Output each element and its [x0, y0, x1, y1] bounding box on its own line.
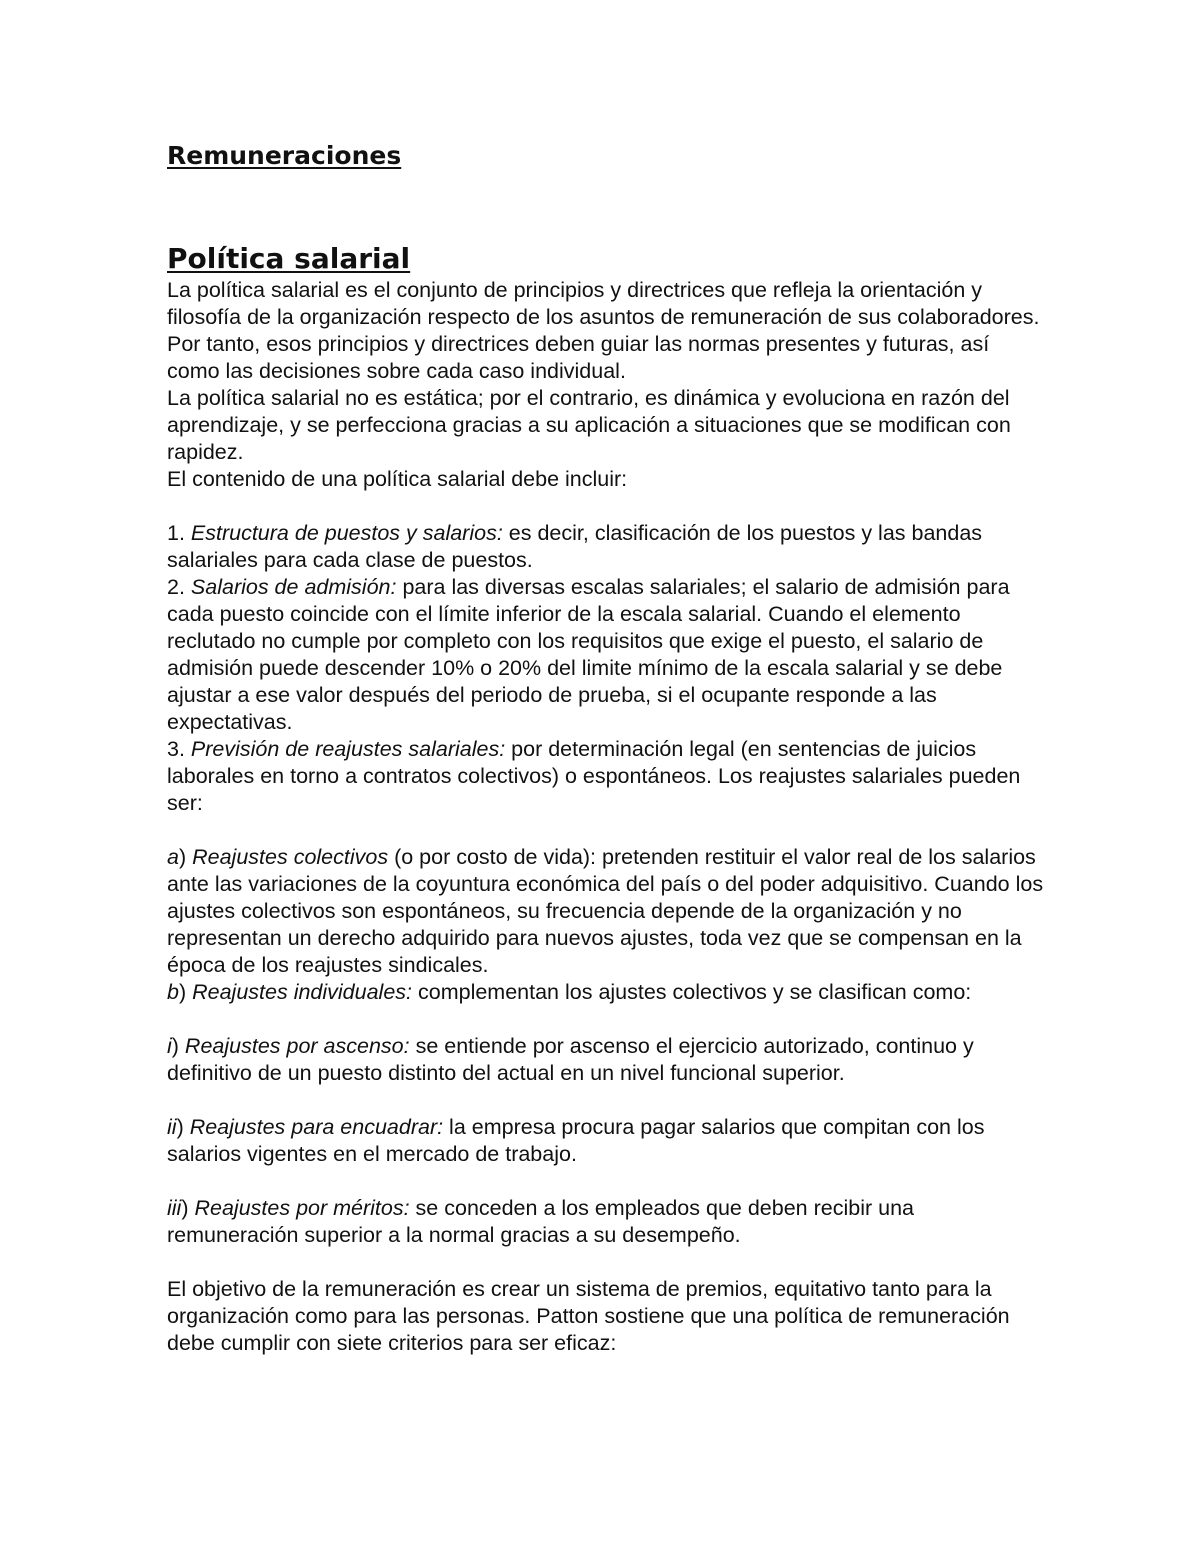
intro-paragraph-1: La política salarial es el conjunto de principios y directrices que refleja la orientación y filosofía de la organización respecto de los asuntos de remuneración de sus colaboradores. Por tanto, esos principios y directrices deben guiar las normas presentes y futuras, así como las decisiones sobre cada caso individual.: [167, 278, 1040, 383]
list-item-2: [167, 574, 1047, 736]
list-item-term: Estructura de puestos y salarios:: [190, 521, 503, 545]
spacer: [167, 1249, 1047, 1276]
sub-item-term: Reajustes para encuadrar:: [189, 1115, 444, 1139]
list-item-number: 3.: [167, 737, 191, 761]
list-item-text: es decir, clasificación de los puestos y las bandas salariales para cada clase de puestos.: [167, 521, 983, 572]
spacer: [167, 1168, 1047, 1195]
spacer: [167, 1087, 1047, 1114]
sub-item-paren: ): [178, 980, 193, 1004]
spacer: [167, 1006, 1047, 1033]
sub-item-letter: i: [167, 1034, 172, 1058]
sub-item-text: complementan los ajustes colectivos y se clasifican como:: [412, 980, 972, 1004]
list-item-term: Salarios de admisión:: [190, 575, 397, 599]
sub-item-letter: ii: [167, 1115, 177, 1139]
spacer: [167, 817, 1047, 844]
sub-item-paren: ): [171, 1034, 185, 1058]
sub-item-text: se entiende por ascenso el ejercicio autorizado, continuo y definitivo de un puesto distinto del actual en un nivel funcional superior.: [167, 1034, 974, 1085]
document-title: Remuneraciones: [167, 141, 402, 170]
sub-item-b: [167, 979, 1047, 1006]
sub-item-paren: ): [181, 1196, 195, 1220]
sub-item-text: (o por costo de vida): pretenden restituir el valor real de los salarios ante las variaciones de la coyuntura económica del país o del poder adquisitivo. Cuando los ajustes colectivos son espontáneos, su frecuencia depende de la organización y no representan un derecho adquirido para nuevos ajustes, toda vez que se compensan en la época de los reajustes sindicales.: [167, 845, 1044, 977]
list-item-text: para las diversas escalas salariales; el salario de admisión para cada puesto coincide con el límite inferior de la escala salarial. Cuando el elemento reclutado no cumple por completo con los requisitos que exige el puesto, el salario de admisión puede descender 10% o 20% del limite mínimo de la escala salarial y se debe ajustar a ese valor después del periodo de prueba, si el ocupante responde a las expectativas.: [167, 575, 1010, 734]
list-item-term: Previsión de reajustes salariales:: [190, 737, 506, 761]
spacer: [167, 493, 1047, 520]
sub-item-term: Reajustes individuales:: [192, 980, 413, 1004]
intro-paragraph-3: El contenido de una política salarial debe incluir:: [167, 467, 628, 491]
sub-item-term: Reajustes colectivos: [192, 845, 389, 869]
sub-item-letter: iii: [167, 1196, 182, 1220]
document-page: [167, 138, 1047, 1357]
sub-item-text: se conceden a los empleados que deben recibir una remuneración superior a la normal gracias a su desempeño.: [167, 1196, 914, 1247]
list-item-3: [167, 736, 1047, 817]
list-item-number: 2.: [167, 575, 191, 599]
sub-item-ii: [167, 1114, 1047, 1168]
sub-item-paren: ): [176, 1115, 190, 1139]
list-item-text: por determinación legal (en sentencias de juicios laborales en torno a contratos colectivos) o espontáneos. Los reajustes salariales pueden ser:: [167, 737, 1021, 815]
sub-item-i: [167, 1033, 1047, 1087]
list-item-number: 1.: [167, 521, 191, 545]
sub-item-paren: ): [178, 845, 193, 869]
sub-item-letter: a: [167, 845, 179, 869]
list-item-1: [167, 520, 1047, 574]
intro-paragraph-2: La política salarial no es estática; por el contrario, es dinámica y evoluciona en razón del aprendizaje, y se perfecciona gracias a su aplicación a situaciones que se modifican con rapidez.: [167, 386, 1011, 464]
sub-item-term: Reajustes por ascenso:: [184, 1034, 410, 1058]
sub-item-a: [167, 844, 1047, 979]
sub-item-term: Reajustes por méritos:: [194, 1196, 410, 1220]
sub-item-iii: [167, 1195, 1047, 1249]
sub-item-text: la empresa procura pagar salarios que compitan con los salarios vigentes en el mercado de trabajo.: [167, 1115, 985, 1166]
sub-item-letter: b: [167, 980, 179, 1004]
closing-paragraph: El objetivo de la remuneración es crear un sistema de premios, equitativo tanto para la organización como para las personas. Patton sostiene que una política de remuneración debe cumplir con siete criterios para ser eficaz:: [167, 1277, 1010, 1355]
section-title: Política salarial: [167, 242, 411, 275]
